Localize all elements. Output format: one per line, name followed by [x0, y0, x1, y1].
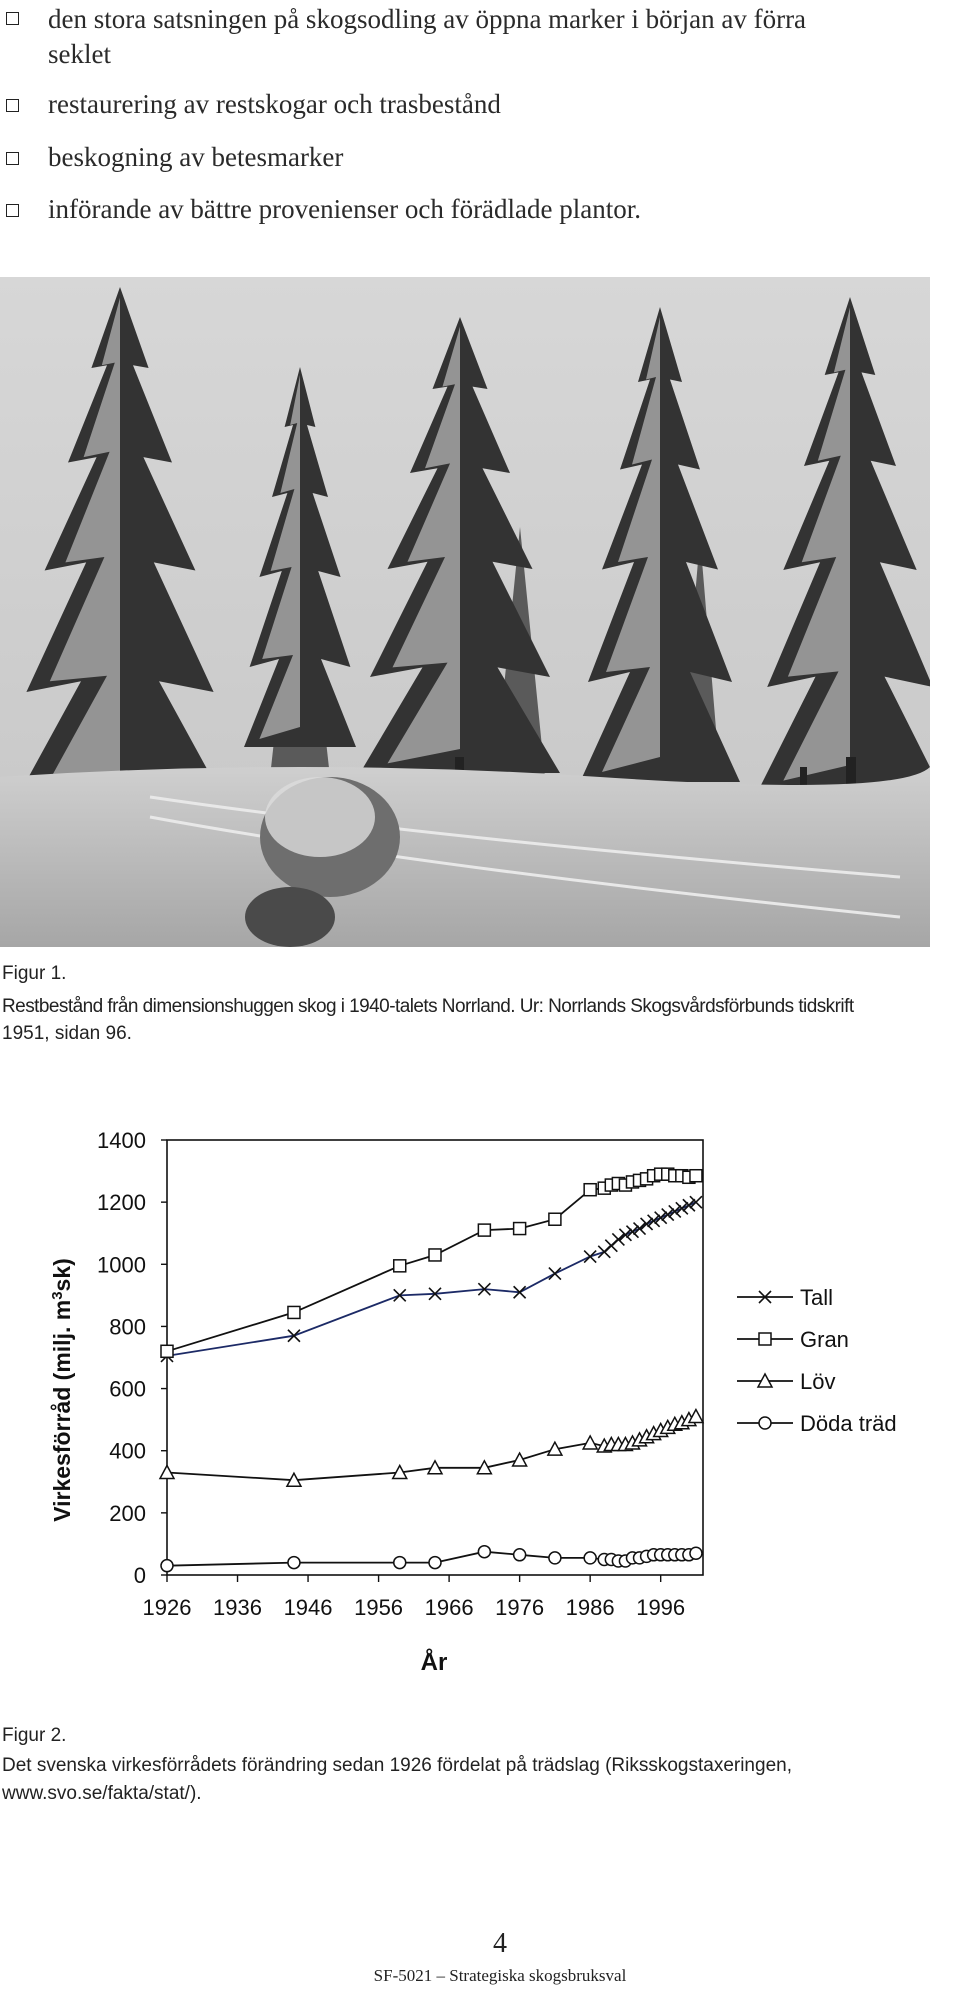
y-tick-label: 1000 — [97, 1252, 146, 1278]
chart-axes — [161, 1140, 703, 1582]
y-axis-label-text-end: sk) — [49, 1258, 75, 1292]
data-point-döda-träd — [549, 1552, 561, 1564]
x-tick-label: 1976 — [495, 1595, 545, 1620]
legend-marker-döda-träd — [759, 1417, 771, 1429]
data-point-döda-träd — [429, 1557, 441, 1569]
data-point-löv — [513, 1453, 527, 1466]
data-point-döda-träd — [690, 1547, 702, 1559]
data-point-gran — [161, 1345, 173, 1357]
x-tick-label: 1966 — [424, 1595, 474, 1620]
bullet-text: den stora satsningen på skogsodling av öppna marker i början av förra — [48, 4, 807, 34]
data-point-döda-träd — [514, 1549, 526, 1561]
data-point-gran — [514, 1223, 526, 1235]
x-tick-label: 1936 — [213, 1595, 263, 1620]
data-point-gran — [288, 1306, 300, 1318]
series-line-gran — [167, 1174, 696, 1351]
series-döda-träd — [161, 1546, 702, 1572]
bullet-text: seklet — [48, 39, 111, 69]
line-chart — [0, 1110, 960, 1690]
y-tick-label: 800 — [109, 1314, 146, 1340]
bullet-text: införande av bättre provenienser och förädlade plantor. — [48, 194, 641, 224]
data-point-gran — [584, 1184, 596, 1196]
figure-1-label: Figur 1. — [2, 963, 67, 984]
y-axis-label — [49, 1258, 76, 1522]
series-tall — [161, 1196, 702, 1362]
bullet-text: restaurering av restskogar och trasbestånd — [48, 89, 501, 119]
y-axis-label-text: Virkesförråd (milj. m — [49, 1299, 75, 1522]
chart-series — [160, 1168, 703, 1572]
data-point-döda-träd — [584, 1552, 596, 1564]
chart-legend — [733, 1270, 913, 1442]
data-point-tall — [612, 1233, 624, 1245]
x-axis-label: År — [420, 1649, 448, 1676]
data-point-gran — [394, 1260, 406, 1272]
data-point-gran — [478, 1224, 490, 1236]
document-title: SF-5021 – Strategiska skogsbruksval — [373, 1966, 627, 1985]
figure-2-caption-continued: www.svo.se/fakta/stat/). — [2, 1783, 202, 1804]
figure-1-caption: Restbestånd från dimensionshuggen skog i 1940-talets Norrland. Ur: Norrlands Skogsvårdsförbunds tidskrift — [2, 996, 854, 1017]
checkbox-bullet-icon — [6, 99, 19, 112]
data-point-döda-träd — [394, 1557, 406, 1569]
y-axis-label-superscript: 3 — [48, 1291, 66, 1300]
data-point-gran — [690, 1170, 702, 1182]
data-point-döda-träd — [161, 1560, 173, 1572]
y-tick-label: 600 — [109, 1376, 146, 1402]
checkbox-bullet-icon — [6, 152, 19, 165]
legend-label-gran: Gran — [800, 1327, 849, 1352]
data-point-gran — [549, 1213, 561, 1225]
data-point-löv — [583, 1436, 597, 1449]
x-tick-label: 1986 — [565, 1595, 615, 1620]
chart-tick-labels — [97, 1128, 685, 1620]
data-point-döda-träd — [288, 1557, 300, 1569]
legend-label-löv: Löv — [800, 1369, 836, 1394]
data-point-gran — [429, 1249, 441, 1261]
plot-area-frame — [167, 1140, 703, 1575]
figure-2-caption: Det svenska virkesförrådets förändring sedan 1926 fördelat på trädslag (Riksskogstaxeringen, — [2, 1755, 792, 1776]
checkbox-bullet-icon — [6, 204, 19, 217]
y-tick-label: 200 — [109, 1500, 146, 1526]
data-point-tall — [549, 1268, 561, 1280]
series-löv — [160, 1410, 703, 1487]
data-point-tall — [584, 1251, 596, 1263]
y-tick-label: 1200 — [97, 1190, 146, 1216]
legend-marker-gran — [759, 1333, 771, 1345]
data-point-döda-träd — [478, 1546, 490, 1558]
series-line-tall — [167, 1202, 696, 1356]
y-tick-label: 0 — [133, 1563, 146, 1588]
x-tick-label: 1996 — [636, 1595, 686, 1620]
checkbox-bullet-icon — [6, 12, 19, 25]
figure-1-caption-continued: 1951, sidan 96. — [2, 1023, 132, 1044]
snowy-forest-photo — [0, 277, 930, 947]
legend-label-döda-träd: Döda träd — [800, 1411, 897, 1436]
legend-label-tall: Tall — [800, 1285, 834, 1310]
bullet-text: beskogning av betesmarker — [48, 142, 344, 172]
x-tick-label: 1926 — [142, 1595, 192, 1620]
y-tick-label: 400 — [109, 1438, 146, 1464]
x-tick-label: 1956 — [354, 1595, 404, 1620]
x-tick-label: 1946 — [283, 1595, 333, 1620]
series-gran — [161, 1168, 702, 1357]
page-number: 4 — [493, 1928, 507, 1959]
y-tick-label: 1400 — [97, 1128, 146, 1153]
figure-2-label: Figur 2. — [2, 1725, 67, 1746]
